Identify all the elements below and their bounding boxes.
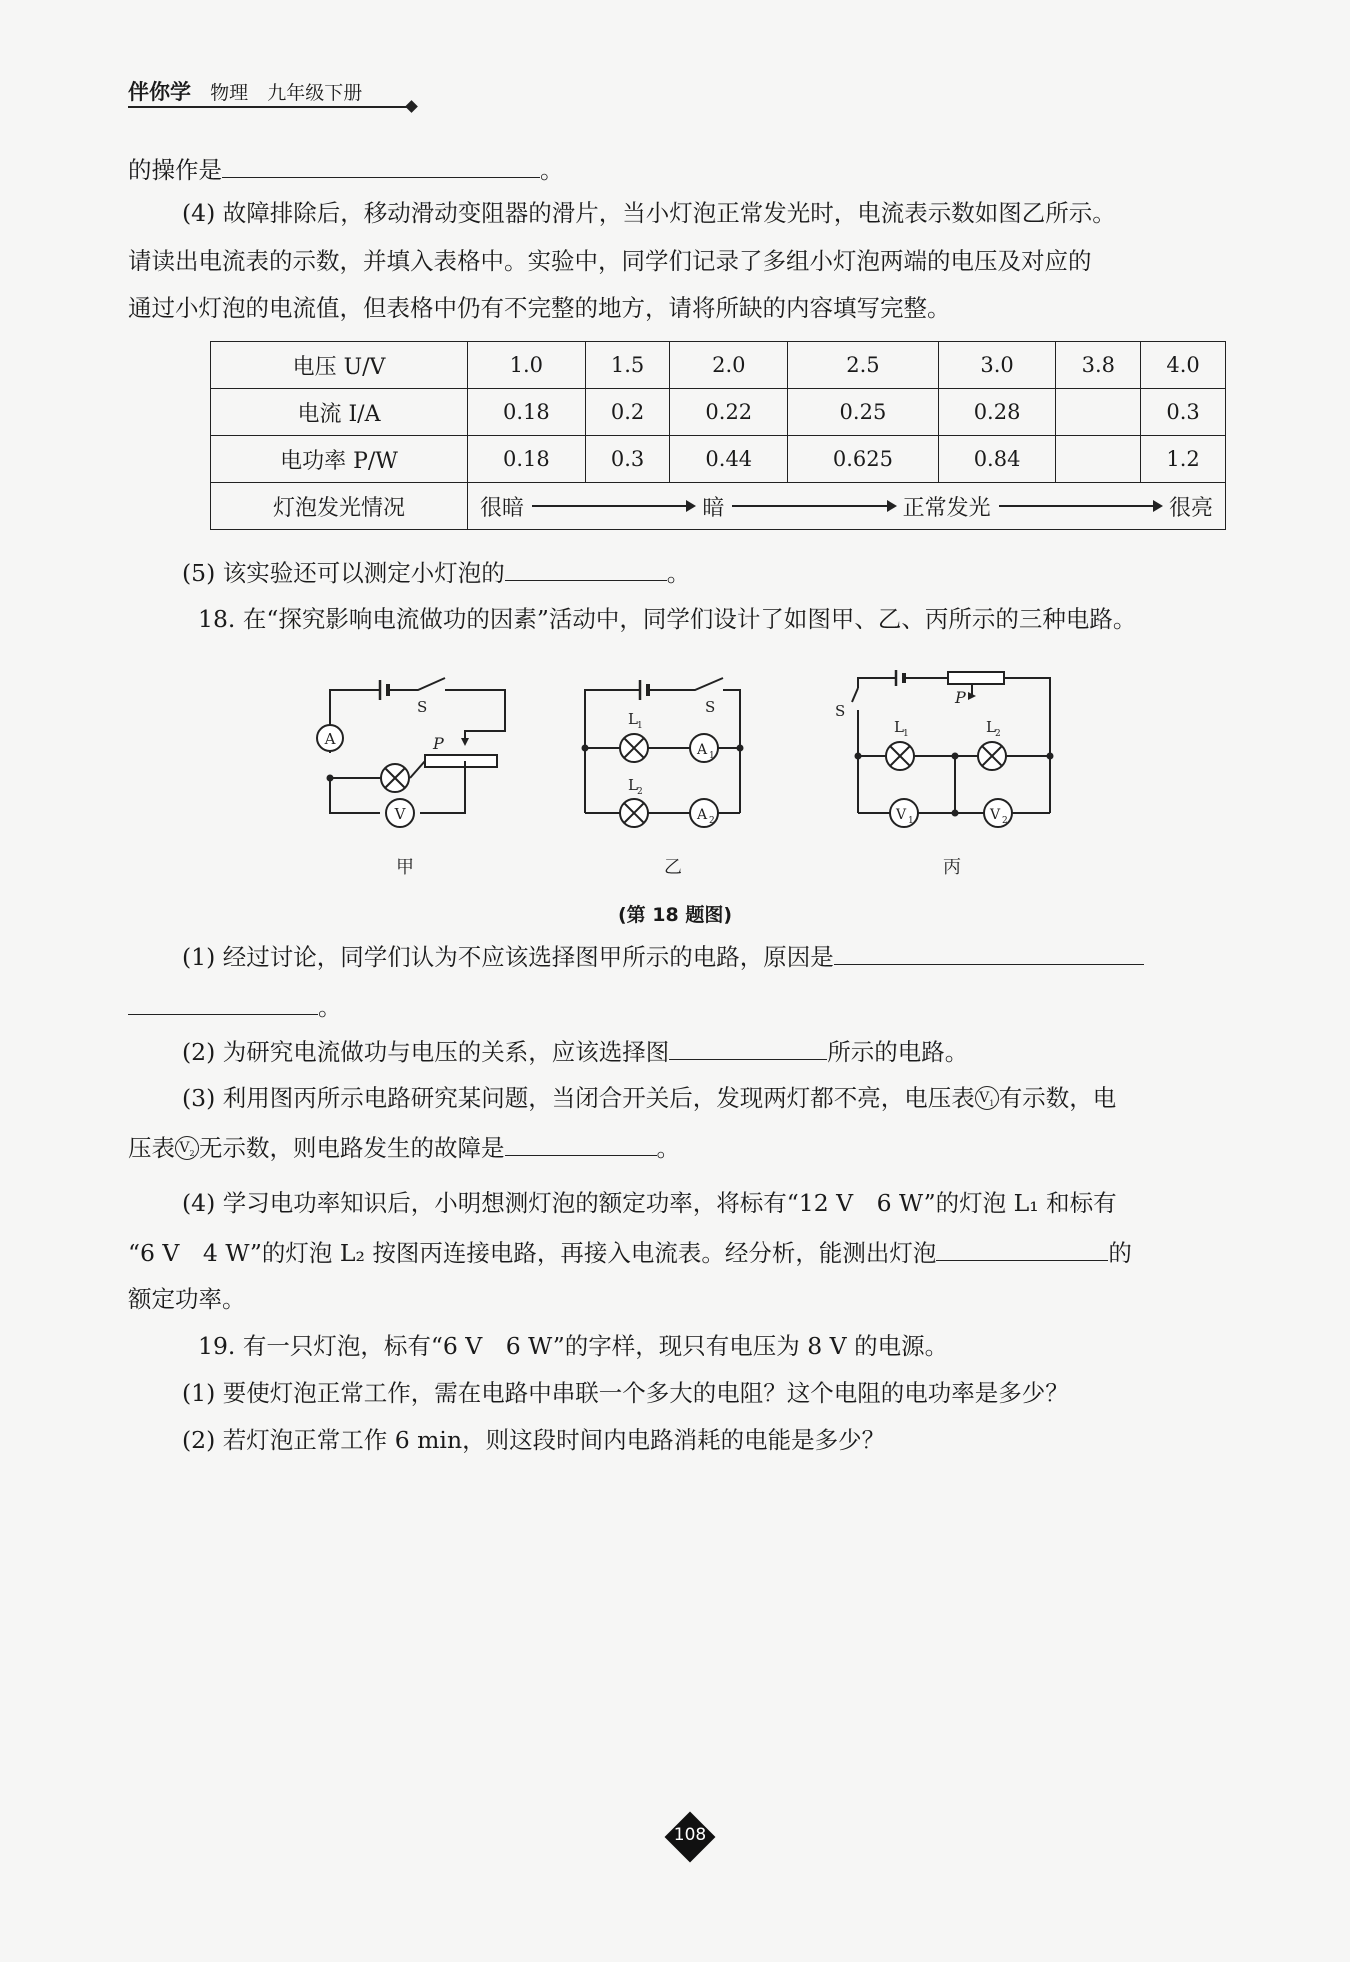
table-cell: 1.5 — [585, 342, 670, 389]
q18-p1-prefix: (1) 经过讨论，同学们认为不应该选择图甲所示的电路，原因是 — [182, 943, 834, 971]
q18-p3-line2-mid: 无示数，则电路发生的故障是 — [199, 1134, 505, 1162]
table-cell-blank[interactable] — [1056, 436, 1141, 483]
voltmeter-v2-icon — [175, 1136, 199, 1160]
q17-p5-prefix: (5) 该实验还可以测定小灯泡的 — [182, 559, 505, 587]
circuit-label: 1 — [903, 729, 909, 739]
q17-p4-line2: 请读出电流表的示数，并填入表格中。实验中，同学们记录了多组小灯泡两端的电压及对应的 — [128, 247, 1092, 275]
table-cell: 4.0 — [1141, 342, 1226, 389]
figure-label-bing: 丙 — [943, 857, 961, 878]
table-cell: 0.18 — [468, 436, 586, 483]
figure-label-jia: 甲 — [396, 857, 414, 878]
glow-progression — [468, 483, 1226, 530]
table-cell: 1.2 — [1141, 436, 1226, 483]
circuit-label: V — [394, 805, 406, 823]
q17-operation-line — [128, 153, 564, 185]
data-table — [210, 341, 1226, 530]
figure-label-yi: 乙 — [664, 857, 682, 878]
circuit-label: L — [894, 718, 904, 736]
q18-p3-suffix: 。 — [656, 1134, 680, 1162]
q18-p3-line1 — [182, 1083, 1116, 1113]
header-rule — [128, 106, 410, 108]
circuit-label: P — [955, 688, 966, 707]
q18-p3-line2 — [128, 1131, 680, 1163]
circuit-label: A — [696, 807, 708, 823]
q19-p1: (1) 要使灯泡正常工作，需在电路中串联一个多大的电阻？这个电阻的电功率是多少？ — [182, 1379, 1069, 1407]
q18-p3-mid: 有示数，电 — [998, 1084, 1117, 1112]
circuit-label: A — [324, 730, 336, 748]
q18-p4-line2 — [128, 1236, 1132, 1268]
table-cell: 0.2 — [585, 389, 670, 436]
right-arrow-icon — [732, 505, 894, 507]
q17-p4-line3: 通过小灯泡的电流值，但表格中仍有不完整的地方，请将所缺的内容填写完整。 — [128, 294, 951, 322]
table-cell: 0.28 — [938, 389, 1056, 436]
brand-title: 伴你学 — [128, 80, 191, 104]
table-cell-blank[interactable] — [1056, 389, 1141, 436]
q18-p4-line2-suffix: 的 — [1108, 1239, 1132, 1267]
table-cell: 0.25 — [788, 389, 939, 436]
answer-blank[interactable] — [505, 556, 667, 581]
circuit-jia — [317, 678, 505, 878]
circuit-label: L — [628, 776, 638, 794]
circuit-label: S — [835, 702, 846, 720]
glow-label: 暗 — [702, 495, 725, 521]
q17-p5-suffix: 。 — [666, 559, 691, 587]
q17-p5-line — [182, 556, 690, 588]
page-header — [128, 76, 418, 106]
row-head-power: 电功率 P/W — [211, 436, 468, 483]
grade-label: 九年级下册 — [267, 82, 363, 104]
q18-p3-line2-prefix: 压表 — [128, 1134, 175, 1162]
q18-p3-prefix: (3) 利用图丙所示电路研究某问题，当闭合开关后，发现两灯都不亮，电压表 — [182, 1084, 975, 1112]
table-cell: 0.84 — [938, 436, 1056, 483]
q18-p1-line1 — [182, 940, 1144, 972]
voltmeter-v1-icon — [975, 1086, 999, 1110]
answer-blank[interactable] — [222, 153, 540, 178]
figure-caption: (第 18 题图) — [617, 904, 733, 926]
table-cell: 0.44 — [670, 436, 788, 483]
circuit-label: 2 — [1002, 816, 1008, 826]
circuit-label: 2 — [637, 787, 643, 797]
circuit-label: 1 — [637, 721, 643, 731]
q18-p4-line2-prefix: “6 V 4 W”的灯泡 L₂ 按图丙连接电路，再接入电流表。经分析，能测出灯泡 — [128, 1239, 937, 1267]
table-cell: 3.0 — [938, 342, 1056, 389]
circuit-bing — [835, 670, 1054, 878]
circuit-label: 1 — [908, 816, 914, 826]
q18-p4-line3: 额定功率。 — [128, 1285, 246, 1313]
subject-label: 物理 — [210, 82, 249, 104]
answer-blank[interactable] — [505, 1131, 657, 1156]
q17-operation-suffix: 。 — [540, 156, 564, 184]
table-cell: 0.3 — [1141, 389, 1226, 436]
table-row — [211, 436, 1226, 483]
table-cell: 0.625 — [788, 436, 939, 483]
circuit-label: 2 — [709, 816, 715, 826]
q18-p1-suffix: 。 — [318, 993, 342, 1021]
voltmeter-sub: 2 — [189, 1148, 195, 1158]
answer-blank[interactable] — [669, 1035, 827, 1060]
circuit-label: V — [989, 807, 1001, 823]
table-cell: 3.8 — [1056, 342, 1141, 389]
circuit-yi — [582, 678, 744, 878]
voltmeter-letter: V — [979, 1089, 990, 1106]
q18-p2-line — [182, 1035, 968, 1067]
row-head-current: 电流 I/A — [211, 389, 468, 436]
table-row — [211, 342, 1226, 389]
circuit-label: L — [986, 718, 996, 736]
circuit-label: P — [433, 734, 444, 753]
header-diamond-icon — [405, 100, 418, 113]
table-cell: 0.3 — [585, 436, 670, 483]
answer-blank[interactable] — [936, 1236, 1108, 1261]
table-cell: 0.22 — [670, 389, 788, 436]
q19-p2: (2) 若灯泡正常工作 6 min，则这段时间内电路消耗的电能是多少？ — [182, 1426, 886, 1454]
table-row — [211, 389, 1226, 436]
circuit-label: S — [417, 698, 428, 716]
row-head-voltage: 电压 U/V — [211, 342, 468, 389]
table-cell: 1.0 — [468, 342, 586, 389]
glow-label: 正常发光 — [902, 495, 991, 521]
q17-p4-line1: (4) 故障排除后，移动滑动变阻器的滑片，当小灯泡正常发光时，电流表示数如图乙所示。 — [182, 199, 1116, 227]
circuit-figures — [300, 668, 1080, 893]
q18-stem: 18. 在“探究影响电流做功的因素”活动中，同学们设计了如图甲、乙、丙所示的三种电路。 — [198, 605, 1137, 633]
circuit-label: L — [628, 710, 638, 728]
circuit-label: V — [895, 807, 907, 823]
table-row — [211, 483, 1226, 530]
table-cell: 2.5 — [788, 342, 939, 389]
answer-blank[interactable] — [834, 940, 1144, 965]
circuit-label: 1 — [709, 751, 715, 761]
table-cell: 0.18 — [468, 389, 586, 436]
page-number — [665, 1812, 715, 1862]
voltmeter-letter: V — [179, 1139, 190, 1156]
q18-p4-line1: (4) 学习电功率知识后，小明想测灯泡的额定功率，将标有“12 V 6 W”的灯泡 L₁ 和标有 — [182, 1189, 1117, 1217]
glow-label: 很暗 — [480, 495, 525, 521]
voltmeter-sub: 1 — [989, 1098, 995, 1108]
circuit-label: S — [705, 698, 716, 716]
q17-operation-prefix: 的操作是 — [128, 156, 222, 184]
page-number-text: 108 — [673, 1825, 707, 1845]
right-arrow-icon — [532, 505, 694, 507]
table-cell: 2.0 — [670, 342, 788, 389]
q19-stem: 19. 有一只灯泡，标有“6 V 6 W”的字样，现只有电压为 8 V 的电源。 — [198, 1332, 949, 1360]
q18-p2-suffix: 所示的电路。 — [827, 1038, 969, 1066]
glow-label: 很亮 — [1168, 495, 1213, 521]
answer-blank[interactable] — [128, 990, 318, 1015]
circuit-label: 2 — [995, 729, 1001, 739]
q18-p2-prefix: (2) 为研究电流做功与电压的关系，应该选择图 — [182, 1038, 670, 1066]
circuit-label: A — [696, 742, 708, 758]
right-arrow-icon — [999, 505, 1161, 507]
row-head-glow: 灯泡发光情况 — [211, 483, 468, 530]
q18-p1-line2 — [128, 990, 342, 1022]
